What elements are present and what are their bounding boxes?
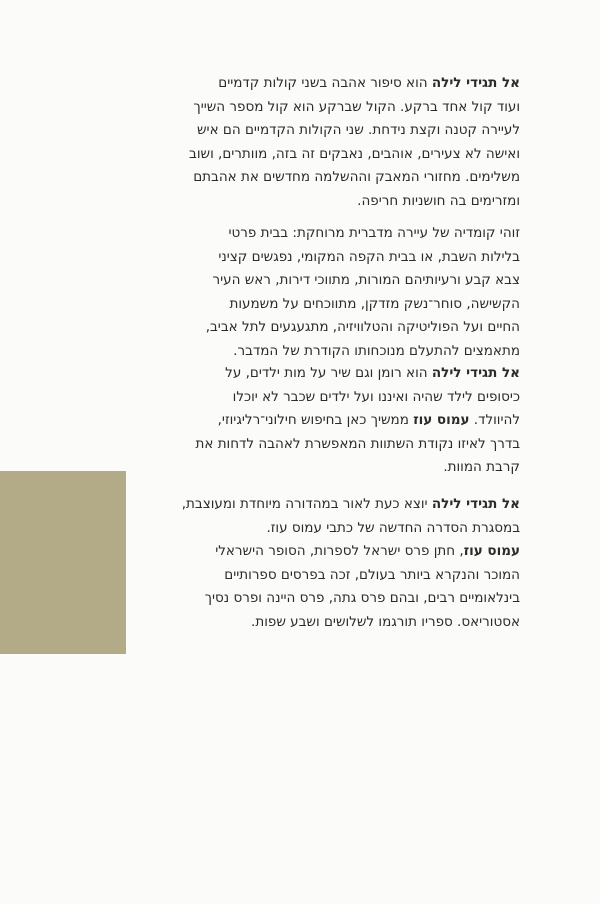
paragraph-edition-line-2: במסגרת הסדרה החדשה של כתבי עמוס עוז. — [266, 519, 520, 536]
paragraph-intro-line-3: לעיירה קטנה וקצת נידחת. שני הקולות הקדמיים הם איש — [196, 122, 520, 138]
paragraph-author-line-3: בינלאומיים רבים, ובהם פרס גתה, פרס היינה ופרס נסיך — [204, 590, 520, 606]
paragraph-novel-line-1: אל תגידי לילה הוא רומן וגם שיר על מות ילדים, על — [225, 365, 520, 381]
author-name: עמוס עוז — [413, 412, 470, 428]
paragraph-comedy-line-1: זוהי קומדיה של עיירה מדברית מרוחקת: בבית פרטי — [228, 225, 520, 241]
paragraph-novel — [150, 362, 520, 480]
paragraph-novel-line-5: קרבת המוות. — [443, 459, 520, 475]
book-title: אל תגידי לילה — [431, 365, 520, 381]
paragraph-comedy-line-2: בלילות השבת, או בבית הקפה המקומי, נפגשים קציני — [218, 248, 520, 265]
paragraph-comedy-line-5: החיים ועל הפוליטיקה והטלוויזיה, מתגעגעים לתל אביב, — [205, 319, 520, 335]
book-title: אל תגידי לילה — [431, 496, 520, 512]
paragraph-edition-author — [150, 493, 520, 634]
author-name: עמוס עוז — [463, 543, 520, 559]
paragraph-edition-line-1: אל תגידי לילה יוצא כעת לאור במהדורה מיוחדת ומעוצבת, — [181, 496, 520, 512]
paragraph-comedy — [150, 222, 520, 363]
paragraph-intro-line-4: ואישה לא צעירים, אוהבים, נאבקים זה בזה, מוותרים, ושוב — [189, 145, 520, 162]
paragraph-novel-line-2: כיסופים לילד שהיה ואיננו ועל ילדים שכבר לא יוכלו — [232, 388, 520, 405]
paragraph-intro — [150, 72, 520, 213]
paragraph-author-line-1: עמוס עוז, חתן פרס ישראל לספרות, הסופר הישראלי — [215, 543, 520, 559]
paragraph-comedy-line-6: מתאמצים להתעלם מנוכחותו הקודרת של המדבר. — [233, 342, 520, 359]
paragraph-author-line-2: המוכר והנקרא ביותר בעולם, זכה בפרסים ספרותיים — [224, 566, 520, 583]
paragraph-comedy-line-3: צבא קבע ורעיותיהם המורות, מתווכי דירות, ראש העיר — [212, 272, 520, 288]
book-title: אל תגידי לילה — [431, 75, 520, 91]
paragraph-intro-line-1: אל תגידי לילה הוא סיפור אהבה בשני קולות קדמיים — [218, 75, 520, 91]
paragraph-intro-line-6: ומזרימים בה חושניות חריפה. — [357, 192, 520, 209]
color-swatch-block — [0, 471, 126, 654]
paragraph-comedy-line-4: הקשישה, סוחר־נשק מזדקן, מתווכחים על משמעות — [229, 295, 520, 312]
paragraph-intro-line-5: משלימים. מחזורי המאבק וההשלמה מחדשים את אהבתם — [193, 169, 520, 185]
paragraph-intro-line-2: ועוד קול אחד ברקע. הקול שברקע הוא קול מספר השייך — [193, 98, 520, 115]
paragraph-author-line-4: אסטוריאס. ספריו תורגמו לשלושים ושבע שפות. — [251, 613, 520, 630]
paragraph-novel-line-3: להיוולד. עמוס עוז ממשיך כאן בחיפוש חילוני־רליגיוזי, — [217, 412, 520, 428]
paragraph-novel-line-4: בדרך לאיזו נקודת השתוות המאפשרת לאהבה לדחות את — [195, 435, 520, 452]
